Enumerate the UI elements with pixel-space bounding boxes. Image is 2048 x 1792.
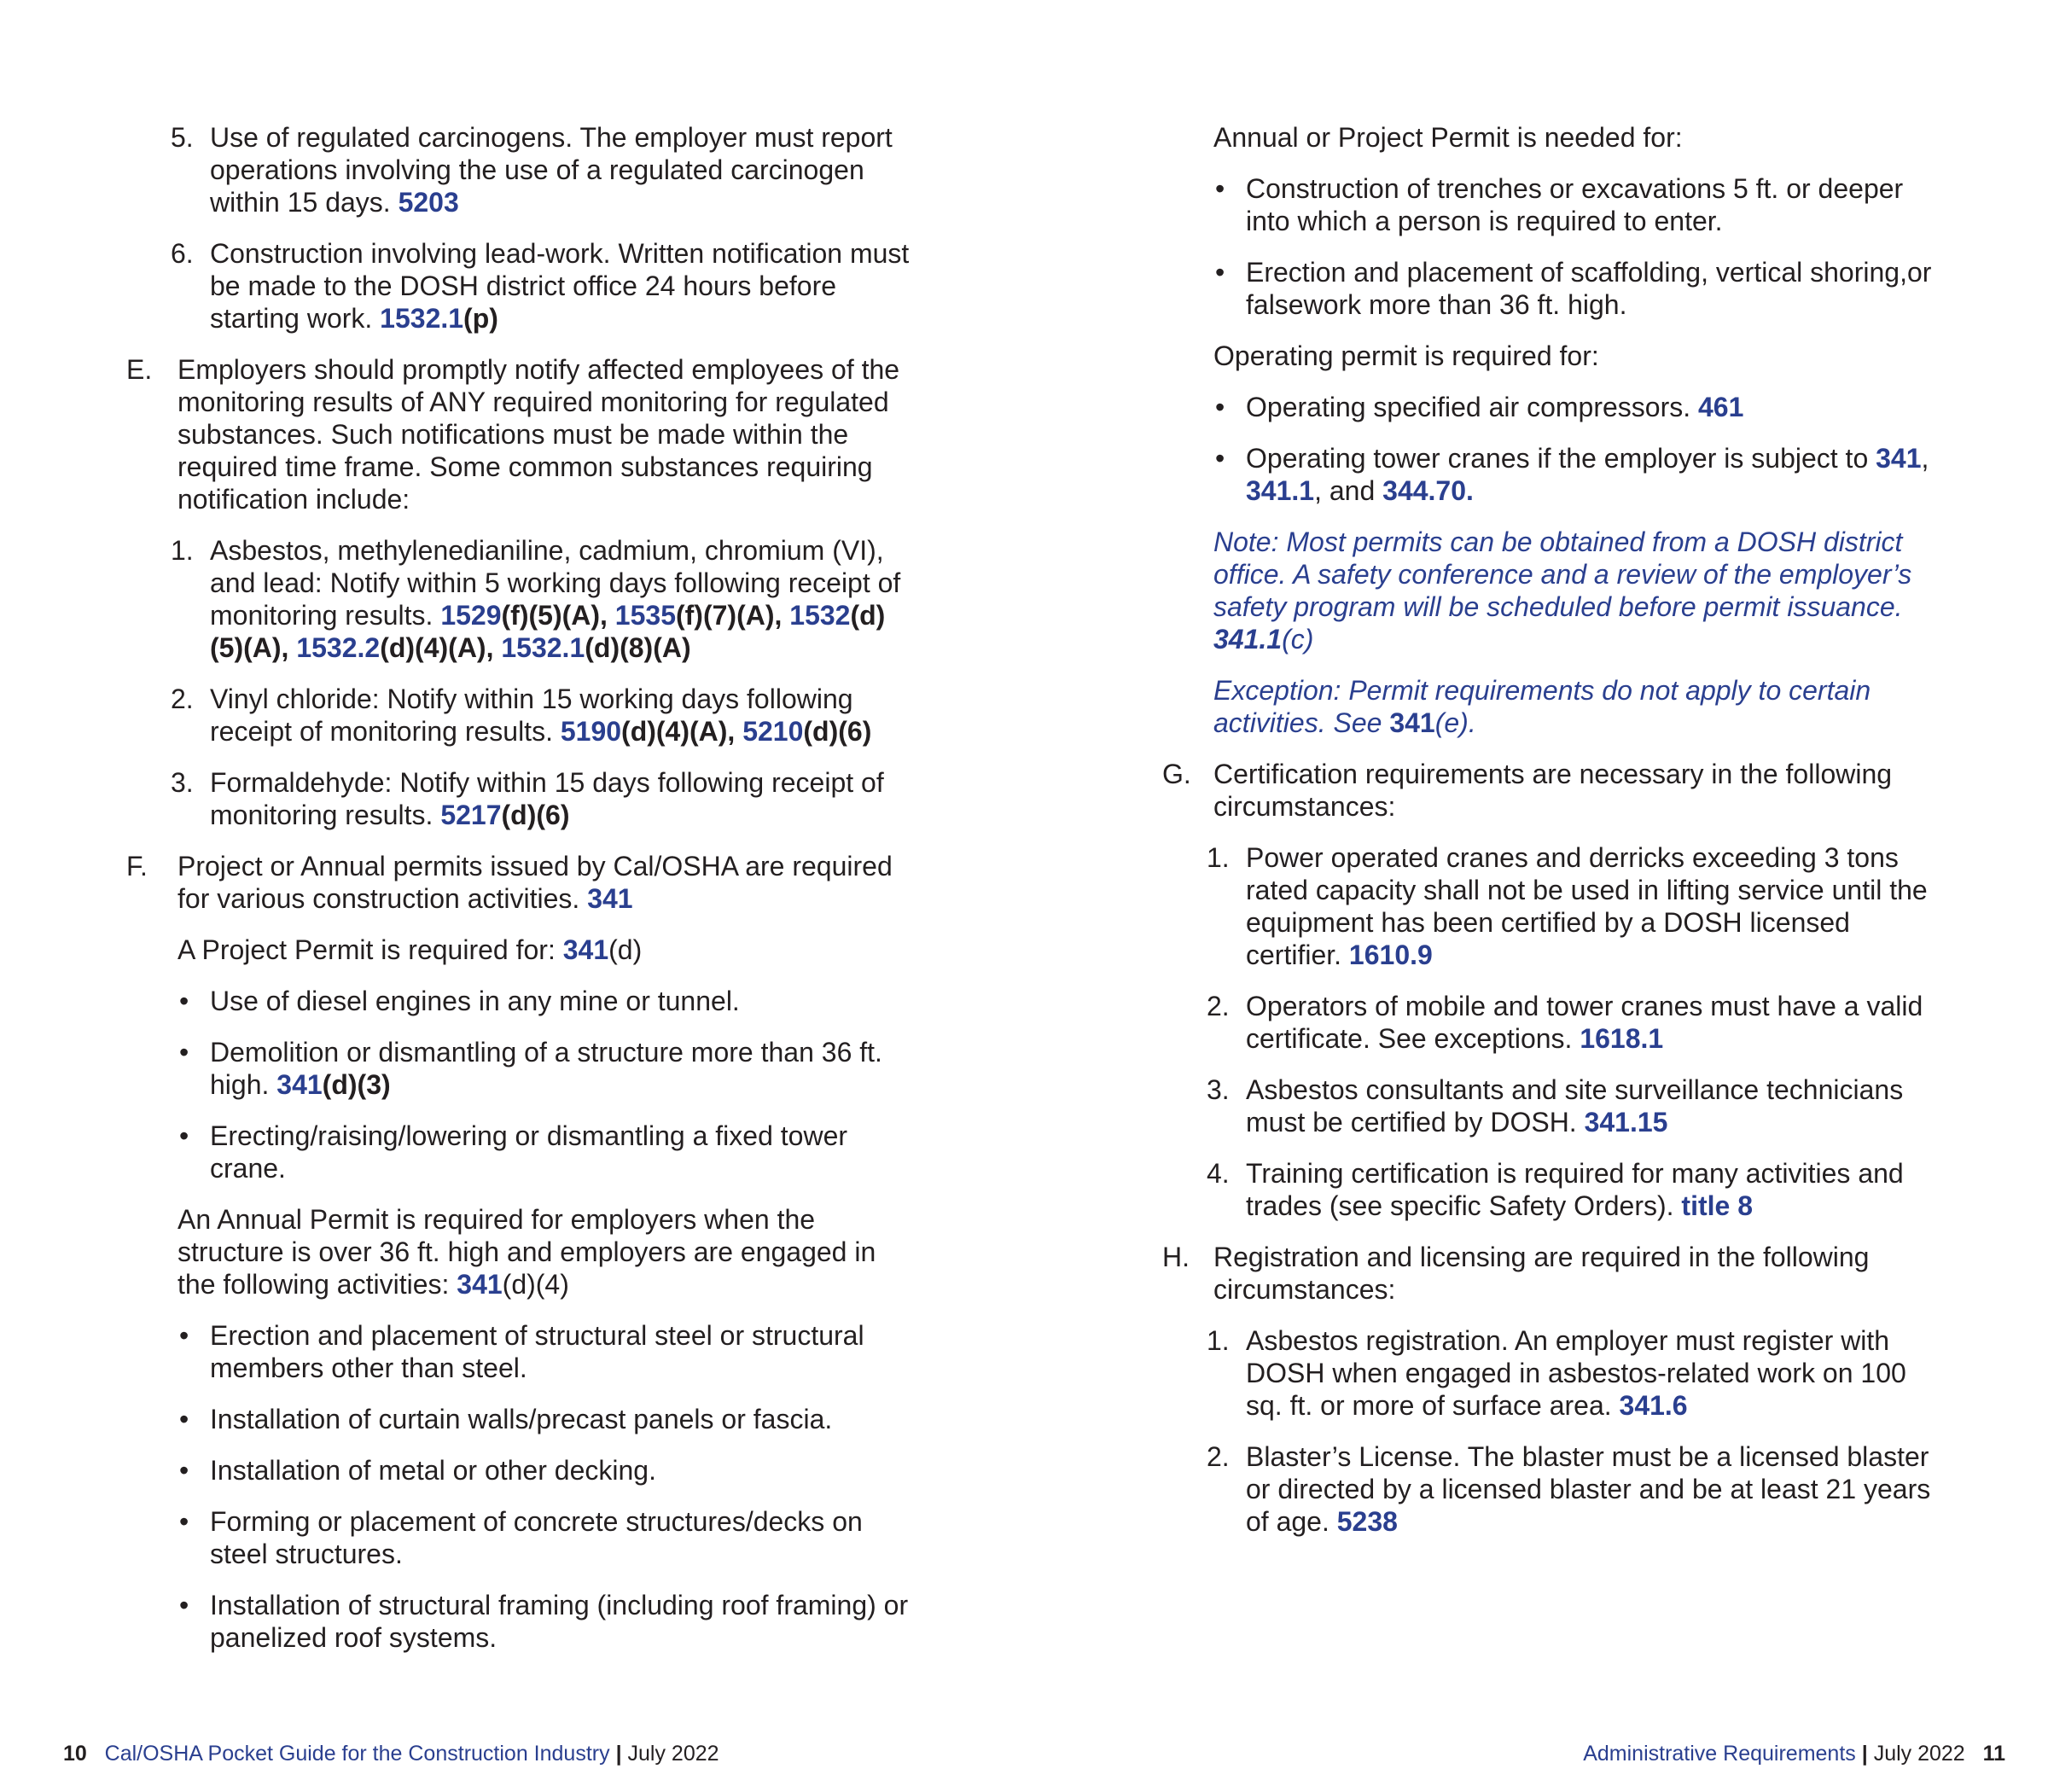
left-column [126, 121, 911, 1673]
reference-link[interactable]: 1532.1 [380, 303, 464, 334]
item-text: Erection and placement of scaffolding, vertical shoring,or falsework more than 36 ft. high. [1246, 257, 1932, 320]
footer-left [63, 1741, 719, 1766]
item-text: Vinyl chloride: Notify within 15 working days following receipt of monitoring results. [210, 684, 853, 747]
bullet-item [126, 1505, 911, 1570]
footer-right [1583, 1741, 2005, 1766]
bullet-item [126, 1403, 911, 1435]
item-marker: 3. [1207, 1074, 1230, 1105]
list-item-e2 [126, 683, 911, 748]
item-text: Construction involving lead-work. Written notification must be made to the DOSH district office 24 hours before starting work. [210, 238, 910, 334]
bullet-icon: • [179, 1404, 189, 1434]
bullet-icon: • [179, 986, 189, 1016]
reference-link[interactable]: 341.1 [1213, 624, 1283, 655]
reference-link[interactable]: 1610.9 [1348, 940, 1433, 970]
item-text: Asbestos registration. An employer must register with DOSH when engaged in asbestos-related work on 100 sq. ft. or more of surface area. [1246, 1325, 1906, 1421]
footer-date: July 2022 [627, 1742, 719, 1766]
item-marker: 2. [171, 684, 194, 714]
footer-separator: | [615, 1742, 622, 1766]
footer-date: July 2022 [1873, 1742, 1965, 1766]
reference-subsection: (d)(4)(A), [621, 716, 736, 747]
item-text: Construction of trenches or excavations 5 ft. or deeper into which a person is required to enter. [1246, 173, 1904, 236]
reference-link[interactable]: 341.6 [1619, 1390, 1688, 1421]
bullet-item [126, 1454, 911, 1487]
operating-permit-intro: Operating permit is required for: [1213, 340, 1599, 371]
reference-subsection: (d)(4) [502, 1269, 569, 1300]
annual-project-intro: Annual or Project Permit is needed for: [1213, 122, 1683, 153]
item-text: Training certification is required for many activities and trades (see specific Safety Orders). [1246, 1158, 1904, 1221]
reference-link[interactable]: 1532.2 [296, 632, 381, 663]
list-item-g1 [1162, 841, 1947, 971]
permit-exception [1162, 674, 1947, 739]
reference-link[interactable]: 1535 [614, 600, 676, 631]
reference-link[interactable]: 341 [1389, 707, 1435, 738]
para-text: A Project Permit is required for: [177, 934, 556, 965]
note-text: Note: Most permits can be obtained from a DOSH district office. A safety conference and a review of the employer’s safety program will be scheduled before permit issuance. [1213, 527, 1912, 622]
section-h [1162, 1241, 1947, 1306]
bullet-item [126, 1589, 911, 1654]
item-marker: 4. [1207, 1158, 1230, 1189]
item-marker: H. [1162, 1242, 1190, 1272]
section-g [1162, 758, 1947, 823]
reference-subsection: (e). [1434, 707, 1476, 738]
page-number: 11 [1982, 1742, 2005, 1766]
reference-subsection: (d)(4)(A), [380, 632, 494, 663]
reference-subsection: (d)(6) [803, 716, 872, 747]
list-item-e3 [126, 766, 911, 831]
footer-separator: | [1861, 1742, 1868, 1766]
reference-subsection: (d)(6) [501, 800, 570, 830]
item-text: Registration and licensing are required in the following circumstances: [1213, 1242, 1870, 1305]
section-e [126, 353, 911, 515]
reference-link[interactable]: 341.1 [1246, 475, 1315, 506]
reference-link[interactable]: 341 [276, 1069, 323, 1100]
reference-link[interactable]: 5217 [440, 800, 502, 830]
item-text: Forming or placement of concrete structures/decks on steel structures. [210, 1506, 863, 1569]
bullet-icon: • [1215, 173, 1225, 204]
reference-link[interactable]: 341 [457, 1269, 503, 1300]
section-f [126, 850, 911, 915]
bullet-item [126, 1319, 911, 1384]
separator: , [1921, 443, 1929, 474]
item-marker: G. [1162, 759, 1191, 789]
item-text: Erection and placement of structural steel or structural members other than steel. [210, 1320, 864, 1383]
item-marker: 3. [171, 767, 194, 798]
item-marker: F. [126, 851, 148, 881]
reference-link[interactable]: 341 [587, 883, 633, 914]
para-text: An Annual Permit is required for employers when the structure is over 36 ft. high and employers are engaged in the following activities: [177, 1204, 876, 1300]
footer-title: Administrative Requirements [1583, 1742, 1856, 1766]
item-text: Power operated cranes and derricks exceeding 3 tons rated capacity shall not be used in lifting service until the equipment has been certified by a DOSH licensed certifier. [1246, 842, 1928, 970]
reference-subsection: (d) [608, 934, 643, 965]
item-text: Use of diesel engines in any mine or tunnel. [210, 986, 740, 1016]
list-item-h1 [1162, 1324, 1947, 1422]
item-text: Project or Annual permits issued by Cal/OSHA are required for various construction activities. [177, 851, 893, 914]
list-item-g3 [1162, 1073, 1947, 1138]
bullet-icon: • [179, 1455, 189, 1486]
bullet-icon: • [1215, 257, 1225, 288]
item-text: Installation of structural framing (including roof framing) or panelized roof systems. [210, 1590, 909, 1653]
reference-link[interactable]: 461 [1698, 392, 1744, 422]
item-text: Blaster’s License. The blaster must be a licensed blaster or directed by a licensed blaster and be at least 21 years of age. [1246, 1441, 1931, 1537]
list-item-g4 [1162, 1157, 1947, 1222]
right-column [1162, 121, 1947, 1556]
item-marker: 1. [1207, 842, 1230, 873]
reference-subsection: (p) [463, 303, 498, 334]
item-text: Operators of mobile and tower cranes must have a valid certificate. See exceptions. [1246, 991, 1923, 1054]
reference-link[interactable]: 344.70. [1382, 475, 1474, 506]
bullet-item [1162, 172, 1947, 237]
reference-link[interactable]: 1529 [440, 600, 502, 631]
bullet-icon: • [179, 1120, 189, 1151]
reference-subsection: (d)(3) [322, 1069, 391, 1100]
permit-note [1162, 526, 1947, 655]
bullet-item [126, 1036, 911, 1101]
reference-link[interactable]: 1618.1 [1580, 1023, 1664, 1054]
item-text: Operating tower cranes if the employer is subject to [1246, 443, 1869, 474]
item-text: Operating specified air compressors. [1246, 392, 1691, 422]
reference-link[interactable]: title 8 [1681, 1190, 1753, 1221]
list-item-e1 [126, 534, 911, 664]
list-item-h2 [1162, 1440, 1947, 1538]
bullet-icon: • [179, 1506, 189, 1537]
reference-subsection: (f)(7)(A), [675, 600, 783, 631]
reference-link[interactable]: 5210 [742, 716, 804, 747]
bullet-item [126, 985, 911, 1017]
bullet-icon: • [1215, 392, 1225, 422]
reference-link[interactable]: 5203 [398, 187, 459, 218]
reference-link[interactable]: 1532 [789, 600, 851, 631]
separator: , and [1314, 475, 1376, 506]
item-text: Erecting/raising/lowering or dismantling a fixed tower crane. [210, 1120, 848, 1184]
reference-subsection: (f)(5)(A), [501, 600, 608, 631]
note-text: Exception: Permit requirements do not apply to certain activities. See [1213, 675, 1871, 738]
bullet-icon: • [1215, 443, 1225, 474]
reference-subsection: (d)(5)(A), [210, 600, 886, 663]
item-text: Employers should promptly notify affected employees of the monitoring results of ANY required monitoring for regulated substances. Such notifications must be made within the required time frame. Some common substances requiring notification include: [177, 354, 900, 515]
item-marker: 1. [171, 535, 194, 566]
item-marker: 6. [171, 238, 194, 269]
item-text: Installation of metal or other decking. [210, 1455, 656, 1486]
item-text: Use of regulated carcinogens. The employer must report operations involving the use of a regulated carcinogen within 15 days. [210, 122, 893, 218]
item-marker: 2. [1207, 991, 1230, 1021]
reference-link[interactable]: 341 [562, 934, 609, 965]
item-marker: E. [126, 354, 153, 385]
item-marker: 5. [171, 122, 194, 153]
item-text: Demolition or dismantling of a structure more than 36 ft. high. [210, 1037, 882, 1100]
item-text: Certification requirements are necessary in the following circumstances: [1213, 759, 1893, 822]
item-text: Asbestos consultants and site surveillance technicians must be certified by DOSH. [1246, 1074, 1904, 1137]
reference-link[interactable]: 1532.1 [501, 632, 585, 663]
item-text: Asbestos, methylenedianiline, cadmium, chromium (VI), and lead: Notify within 5 working days following receipt of monitoring results. [210, 535, 901, 631]
item-marker: 1. [1207, 1325, 1230, 1356]
footer-title: Cal/OSHA Pocket Guide for the Construction Industry [104, 1742, 610, 1766]
bullet-icon: • [179, 1320, 189, 1351]
page-number: 10 [63, 1742, 87, 1766]
project-permit-intro [126, 934, 911, 966]
item-text: Installation of curtain walls/precast panels or fascia. [210, 1404, 833, 1434]
item-marker: 2. [1207, 1441, 1230, 1472]
reference-link[interactable]: 5190 [560, 716, 622, 747]
item-text: Formaldehyde: Notify within 15 days following receipt of monitoring results. [210, 767, 884, 830]
bullet-item [1162, 391, 1947, 423]
bullet-item [126, 1120, 911, 1184]
list-item-g2 [1162, 990, 1947, 1055]
list-item-d5 [126, 121, 911, 218]
list-item-d6 [126, 237, 911, 335]
bullet-icon: • [179, 1590, 189, 1620]
reference-subsection: (c) [1282, 624, 1314, 655]
reference-link[interactable]: 341.15 [1584, 1107, 1668, 1137]
bullet-item [1162, 442, 1947, 507]
reference-link[interactable]: 5238 [1336, 1506, 1398, 1537]
bullet-item [1162, 256, 1947, 321]
bullet-icon: • [179, 1037, 189, 1068]
reference-subsection: (d)(8)(A) [585, 632, 691, 663]
annual-permit-intro [126, 1203, 911, 1300]
reference-link[interactable]: 341 [1876, 443, 1922, 474]
